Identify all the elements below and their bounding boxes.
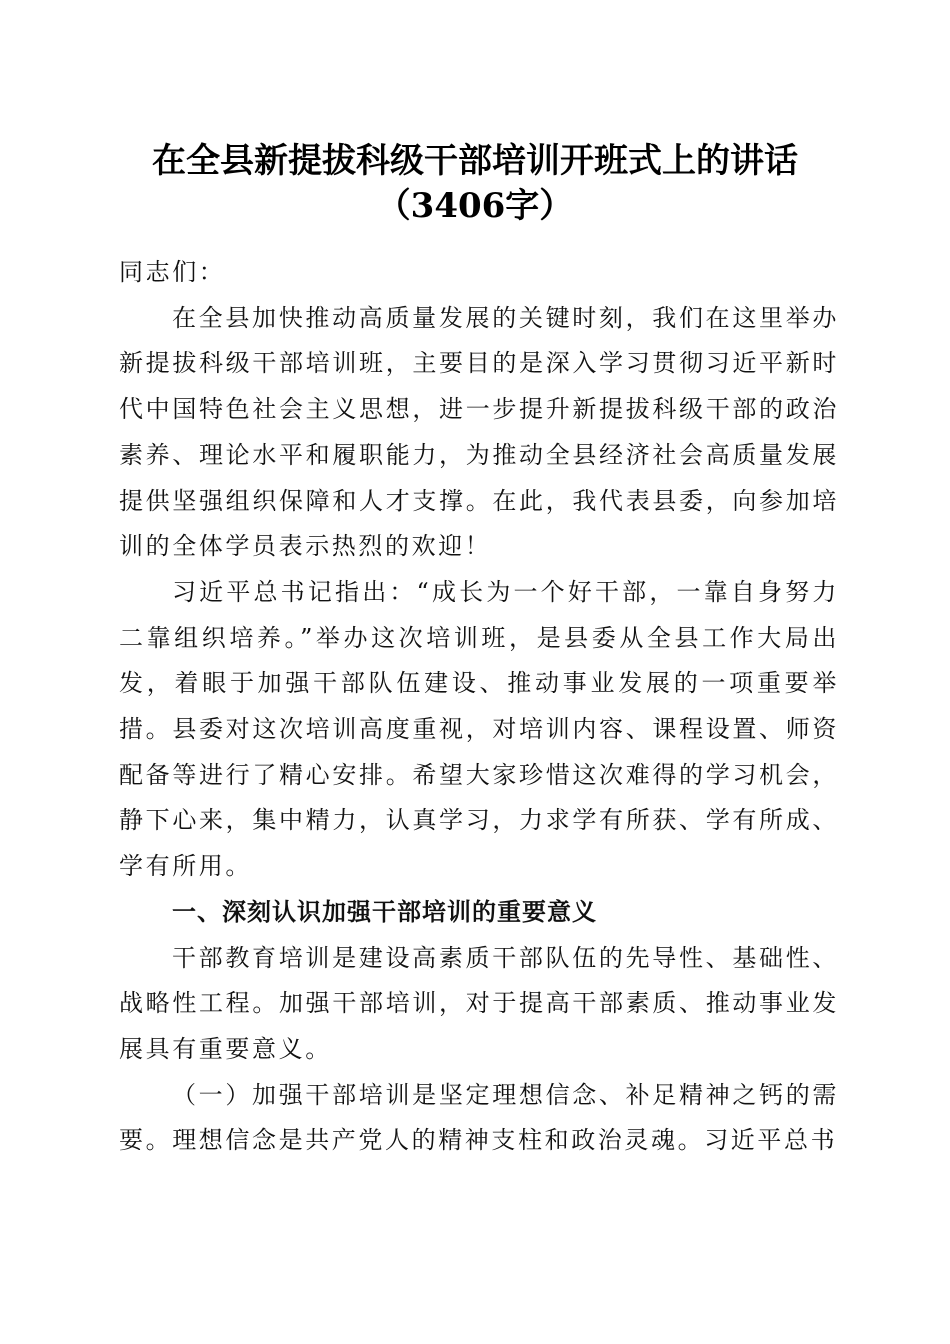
salutation: 同志们： xyxy=(119,258,226,286)
paragraph: 习近平总书记指出：“成长为一个好干部，一靠自身努力二靠组织培养。”举办这次培训班，是县委从全县工作大局出发，着眼于加强干部队伍建设、推动事业发展的一项重要举措。县委对这次培训高度重视，对培训内容、课程设置、师资配备等进行了精心安排。希望大家珍惜这次难得的学习机会，静下心来，集中精力，认真学习，力求学有所获、学有所成、学有所用。 xyxy=(119,577,839,881)
document-subtitle: （3406字） xyxy=(376,186,574,226)
subsection-paragraph: （一）加强干部培训是坚定理想信念、补足精神之钙的需要。理想信念是共产党人的精神支柱和政治灵魂。习近平总书 xyxy=(119,1080,839,1155)
document-title: 在全县新提拔科级干部培训开班式上的讲话 xyxy=(152,141,798,181)
paragraph: 在全县加快推动高质量发展的关键时刻，我们在这里举办新提拔科级干部培训班，主要目的是深入学习贯彻习近平新时代中国特色社会主义思想，进一步提升新提拔科级干部的政治素养、理论水平和履职能力，为推动全县经济社会高质量发展提供坚强组织保障和人才支撑。在此，我代表县委，向参加培训的全体学员表示热烈的欢迎！ xyxy=(119,303,839,561)
paragraph: 干部教育培训是建设高素质干部队伍的先导性、基础性、战略性工程。加强干部培训，对于提高干部素质、推动事业发展具有重要意义。 xyxy=(119,943,839,1063)
section-heading: 一、深刻认识加强干部培训的重要意义 xyxy=(172,897,597,926)
document-body xyxy=(119,250,839,1164)
